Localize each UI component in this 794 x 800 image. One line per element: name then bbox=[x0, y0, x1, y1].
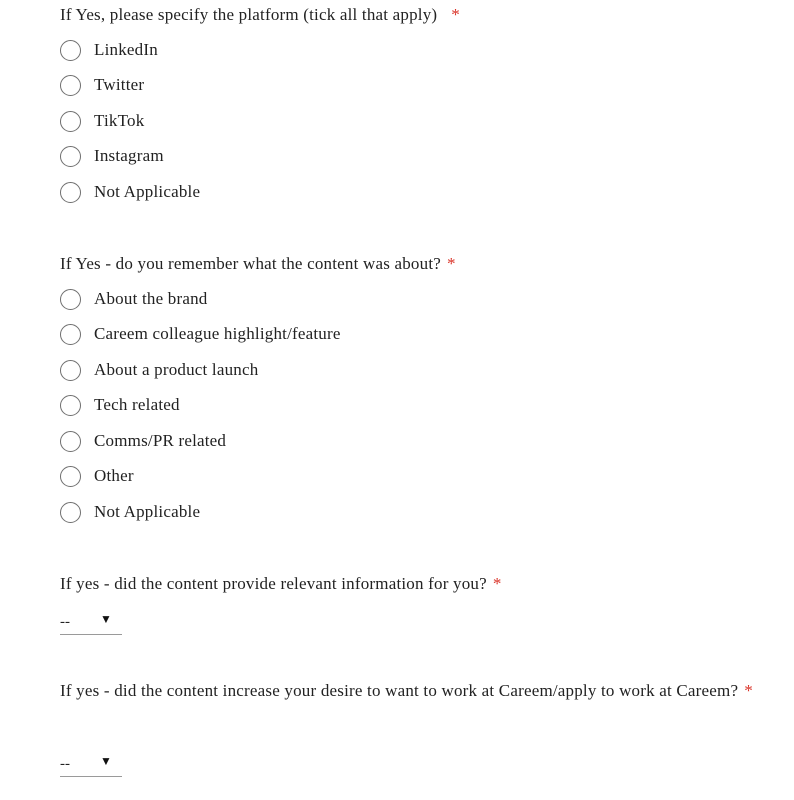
option-label: About a product launch bbox=[94, 360, 259, 379]
radio-circle-icon[interactable] bbox=[60, 466, 81, 487]
option-label: Not Applicable bbox=[94, 182, 201, 201]
dropdown-arrow-icon[interactable]: ▼ bbox=[100, 612, 112, 626]
radio-circle-icon[interactable] bbox=[60, 289, 81, 310]
radio-circle-icon[interactable] bbox=[60, 431, 81, 452]
required-asterisk: * bbox=[447, 254, 456, 273]
question-content-topic bbox=[60, 246, 760, 281]
required-asterisk: * bbox=[744, 681, 753, 700]
option-other[interactable] bbox=[60, 463, 134, 489]
checkbox-circle-icon[interactable] bbox=[60, 75, 81, 96]
option-about-brand[interactable] bbox=[60, 286, 207, 312]
desire-to-work-select[interactable] bbox=[60, 754, 122, 777]
option-twitter[interactable] bbox=[60, 72, 144, 98]
dropdown-arrow-icon[interactable]: ▼ bbox=[100, 754, 112, 768]
option-label: TikTok bbox=[94, 111, 145, 130]
required-asterisk: * bbox=[451, 5, 460, 24]
question-platform-label: If Yes, please specify the platform (tick all that apply) bbox=[60, 5, 438, 24]
option-label: Tech related bbox=[94, 395, 180, 414]
question-desire-to-work-label: If yes - did the content increase your desire to want to work at Careem/apply to work at Careem? bbox=[60, 681, 739, 700]
select-value: -- bbox=[60, 614, 70, 630]
radio-circle-icon[interactable] bbox=[60, 502, 81, 523]
checkbox-circle-icon[interactable] bbox=[60, 182, 81, 203]
option-comms-pr-related[interactable] bbox=[60, 428, 226, 454]
option-tiktok[interactable] bbox=[60, 108, 144, 134]
checkbox-circle-icon[interactable] bbox=[60, 146, 81, 167]
option-colleague-highlight[interactable] bbox=[60, 321, 341, 347]
option-label: Careem colleague highlight/feature bbox=[94, 324, 341, 343]
option-label: Not Applicable bbox=[94, 502, 201, 521]
option-tech-related[interactable] bbox=[60, 392, 180, 418]
option-instagram[interactable] bbox=[60, 143, 164, 169]
option-label: Comms/PR related bbox=[94, 431, 227, 450]
radio-circle-icon[interactable] bbox=[60, 324, 81, 345]
radio-circle-icon[interactable] bbox=[60, 395, 81, 416]
question-desire-to-work bbox=[60, 673, 760, 708]
option-label: Twitter bbox=[94, 75, 145, 94]
checkbox-circle-icon[interactable] bbox=[60, 111, 81, 132]
question-relevant-information bbox=[60, 566, 760, 601]
question-content-topic-label: If Yes - do you remember what the content was about? bbox=[60, 254, 441, 273]
select-value: -- bbox=[60, 756, 70, 772]
option-label: About the brand bbox=[94, 289, 208, 308]
relevant-information-select[interactable] bbox=[60, 612, 122, 635]
option-not-applicable[interactable] bbox=[60, 179, 200, 205]
option-label: LinkedIn bbox=[94, 40, 158, 59]
option-not-applicable-2[interactable] bbox=[60, 499, 200, 525]
checkbox-circle-icon[interactable] bbox=[60, 40, 81, 61]
required-asterisk: * bbox=[492, 574, 502, 593]
question-platform bbox=[60, 0, 760, 32]
option-label: Instagram bbox=[94, 146, 164, 165]
question-relevant-information-label: If yes - did the content provide relevant information for you? bbox=[60, 574, 487, 593]
radio-circle-icon[interactable] bbox=[60, 360, 81, 381]
option-linkedin[interactable] bbox=[60, 37, 158, 63]
option-product-launch[interactable] bbox=[60, 357, 258, 383]
option-label: Other bbox=[94, 466, 134, 485]
